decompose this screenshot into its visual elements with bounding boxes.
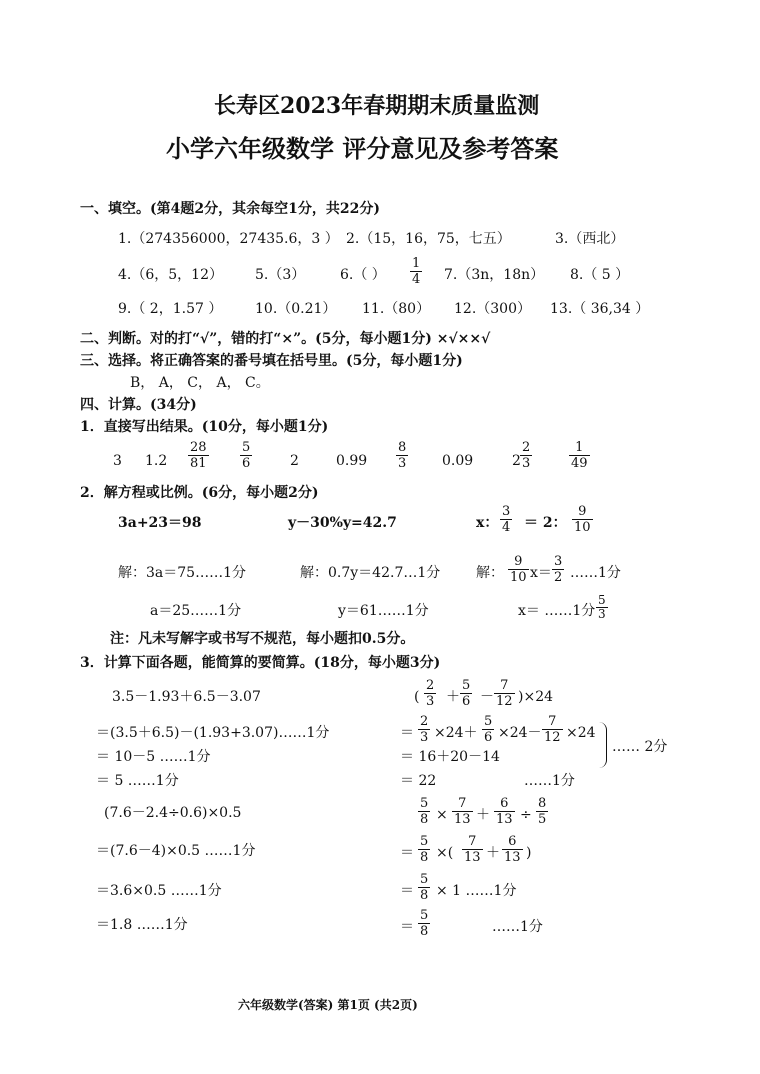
calc-4-plus: ＋ bbox=[476, 807, 490, 823]
fill-answer-8: 8.（ 5 ） bbox=[570, 267, 630, 283]
numerator: 5 bbox=[420, 834, 429, 849]
calc-3-line-2-eq: ＝ bbox=[400, 725, 414, 741]
calc-4-line-2-c: ) bbox=[526, 845, 532, 861]
numerator: 9 bbox=[572, 504, 593, 520]
oral-answer-6: 0.99 bbox=[336, 453, 368, 469]
numerator: 2 bbox=[420, 714, 429, 729]
calc-3-line-4-score: ……1分 bbox=[524, 773, 575, 789]
equation-2: y－30%y=42.7 bbox=[288, 515, 397, 531]
denominator: 4 bbox=[412, 272, 421, 287]
denominator: 81 bbox=[190, 456, 207, 471]
numerator: 5 bbox=[420, 872, 429, 887]
calc-4-fraction-4 bbox=[536, 796, 548, 827]
oral-answer-4-fraction bbox=[240, 440, 252, 471]
sec3-answers: B， A， C， A， C。 bbox=[130, 375, 270, 391]
numerator: 6 bbox=[494, 796, 515, 812]
numerator: 7 bbox=[542, 714, 563, 730]
fill-answer-13: 13.（ 36,34 ） bbox=[550, 301, 650, 317]
numerator: 9 bbox=[508, 554, 529, 570]
solution-3-step-1-a: 解： bbox=[476, 565, 504, 581]
numerator: 2 bbox=[426, 678, 435, 693]
denominator: 13 bbox=[464, 850, 481, 865]
fill-answer-1: 1.（274356000，27435.6，3 ） bbox=[118, 231, 339, 247]
calc-3-line-2-fraction-3 bbox=[542, 714, 563, 745]
calc-3-line-2-b: ×24－ bbox=[498, 725, 542, 741]
denominator: 4 bbox=[502, 520, 511, 535]
calc-3-line-2-c: ×24 bbox=[566, 725, 596, 741]
fill-answer-2: 2.（15，16，75，七五） bbox=[346, 231, 511, 247]
sec2-heading: 二、判断。对的打“√”，错的打“×”。(5分，每小题1分) ×√××√ bbox=[80, 331, 491, 347]
solution-2-step-2: y＝61……1分 bbox=[338, 603, 429, 619]
denominator: 8 bbox=[420, 924, 429, 939]
calc-3-line-2-a: ×24＋ bbox=[434, 725, 478, 741]
score-brace bbox=[596, 722, 607, 768]
calc-3-line-2-fraction-1 bbox=[418, 714, 430, 745]
calc-3-line-2-fraction-2 bbox=[482, 714, 494, 745]
calc-4-line-3-fraction bbox=[418, 872, 430, 903]
numerator: 5 bbox=[242, 440, 251, 455]
numerator: 3 bbox=[502, 504, 511, 519]
calc-2-line-4: ＝1.8 ……1分 bbox=[96, 917, 188, 933]
calc-3-line-4: ＝ 22 bbox=[400, 773, 437, 789]
calc-1-line-4: ＝ 5 ……1分 bbox=[96, 773, 179, 789]
calc-3-fraction-2 bbox=[460, 678, 472, 709]
numerator: 1 bbox=[569, 440, 590, 456]
calc-4-line-4-fraction bbox=[418, 908, 430, 939]
numerator: 5 bbox=[420, 796, 429, 811]
oral-answer-1: 3 bbox=[113, 453, 122, 469]
calc-3-line-3: ＝ 16＋20－14 bbox=[400, 749, 500, 765]
calc-2-line-2: ＝(7.6－4)×0.5 ……1分 bbox=[96, 843, 256, 859]
sec4-part1-heading: 1．直接写出结果。(10分，每小题1分) bbox=[80, 419, 329, 435]
denominator: 6 bbox=[462, 694, 471, 709]
denominator: 10 bbox=[510, 570, 527, 585]
fill-answer-4: 4.（6，5，12） bbox=[118, 267, 223, 283]
solution-3-fraction-2 bbox=[552, 554, 564, 585]
oral-answer-3-fraction bbox=[188, 440, 209, 471]
fill-answer-6: 6.（ ） bbox=[340, 267, 386, 283]
calc-1-line-2: ＝(3.5＋6.5)－(1.93+3.07)……1分 bbox=[96, 725, 330, 741]
calc-4-line-2-b: ＋ bbox=[486, 845, 500, 861]
calc-4-fraction-1 bbox=[418, 796, 430, 827]
denominator: 13 bbox=[496, 812, 513, 827]
calc-3-brace-score: …… 2分 bbox=[612, 739, 668, 755]
numerator: 6 bbox=[502, 834, 523, 850]
oral-answer-10-fraction bbox=[569, 440, 590, 471]
title-line-2: 小学六年级数学 评分意见及参考答案 bbox=[166, 134, 559, 163]
numerator: 5 bbox=[484, 714, 493, 729]
denominator: 6 bbox=[484, 730, 493, 745]
denominator: 49 bbox=[571, 456, 588, 471]
oral-answer-5: 2 bbox=[290, 453, 299, 469]
solution-1-step-2: a＝25……1分 bbox=[150, 603, 242, 619]
denominator: 3 bbox=[426, 694, 435, 709]
numerator: 28 bbox=[190, 440, 207, 455]
denominator: 13 bbox=[454, 812, 471, 827]
denominator: 2 bbox=[554, 570, 563, 585]
sec3-heading: 三、选择。将正确答案的番号填在括号里。(5分，每小题1分) bbox=[80, 353, 463, 369]
denominator: 8 bbox=[420, 888, 429, 903]
calc-4-line-4-eq: ＝ bbox=[400, 919, 414, 935]
calc-2-line-3: ＝3.6×0.5 ……1分 bbox=[96, 883, 222, 899]
denominator: 12 bbox=[544, 730, 561, 745]
numerator: 5 bbox=[462, 678, 471, 693]
equation-3-middle: ＝ 2： bbox=[524, 515, 567, 531]
calc-4-line-2-fraction-3 bbox=[502, 834, 523, 865]
calc-3-close: )×24 bbox=[518, 689, 554, 705]
fill-answer-7: 7.（3n，18n） bbox=[444, 267, 545, 283]
denominator: 5 bbox=[538, 812, 547, 827]
calc-4-line-2-fraction-1 bbox=[418, 834, 430, 865]
solution-2-step-1: 解：0.7y＝42.7…1分 bbox=[300, 565, 441, 581]
sec4-heading: 四、计算。(34分) bbox=[80, 397, 197, 413]
numerator: 7 bbox=[452, 796, 473, 812]
oral-answer-8: 0.09 bbox=[442, 453, 474, 469]
denominator: 10 bbox=[574, 520, 591, 535]
numerator: 7 bbox=[462, 834, 483, 850]
calc-3-plus: ＋ bbox=[446, 689, 460, 705]
oral-answer-9-whole: 2 bbox=[512, 453, 521, 469]
sec4-part2-heading: 2．解方程或比例。(6分，每小题2分) bbox=[80, 485, 319, 501]
solution-3-fraction-1 bbox=[508, 554, 529, 585]
calc-3-fraction-1 bbox=[424, 678, 436, 709]
oral-answer-9-fraction bbox=[520, 440, 532, 471]
title-line-1: 长寿区2023年春期期末质量监测 bbox=[214, 93, 540, 119]
sec1-heading: 一、填空。(第4题2分，其余每空1分，共22分) bbox=[80, 201, 380, 217]
denominator: 6 bbox=[242, 456, 251, 471]
numerator: 7 bbox=[494, 678, 515, 694]
numerator: 1 bbox=[412, 256, 421, 271]
calc-3-minus: － bbox=[480, 689, 494, 705]
calc-3-fraction-3 bbox=[494, 678, 515, 709]
oral-answer-7-fraction bbox=[396, 440, 408, 471]
denominator: 8 bbox=[420, 812, 429, 827]
numerator: 8 bbox=[398, 440, 407, 455]
solution-3-result-fraction bbox=[596, 594, 608, 621]
calc-4-line-2-a: ×( bbox=[436, 845, 454, 861]
calc-4-fraction-3 bbox=[494, 796, 515, 827]
numerator: 8 bbox=[538, 796, 547, 811]
denominator: 3 bbox=[398, 456, 407, 471]
fill-answer-12: 12.（300） bbox=[454, 301, 531, 317]
oral-answer-2: 1.2 bbox=[145, 453, 168, 469]
solution-3-step-1-score: ……1分 bbox=[570, 565, 621, 581]
denominator: 12 bbox=[496, 694, 513, 709]
sec4-part3-heading: 3．计算下面各题，能简算的要简算。(18分，每小题3分) bbox=[80, 655, 441, 671]
denominator: 8 bbox=[420, 850, 429, 865]
calc-4-line-4-score: ……1分 bbox=[492, 919, 543, 935]
page-footer: 六年级数学(答案) 第1页 (共2页) bbox=[238, 998, 418, 1012]
fill-answer-3: 3.（西北） bbox=[555, 231, 625, 247]
numerator: 5 bbox=[420, 908, 429, 923]
calc-3-open: ( bbox=[414, 689, 420, 705]
denominator: 3 bbox=[420, 730, 429, 745]
equation-1: 3a+23＝98 bbox=[118, 515, 202, 531]
calc-4-divide: ÷ bbox=[520, 807, 532, 823]
numerator: 3 bbox=[554, 554, 563, 569]
calc-4-line-2-fraction-2 bbox=[462, 834, 483, 865]
solution-1-step-1: 解：3a＝75……1分 bbox=[118, 565, 246, 581]
fill-answer-9: 9.（ 2，1.57 ） bbox=[118, 301, 223, 317]
calc-4-fraction-2 bbox=[452, 796, 473, 827]
calc-1-line-3: ＝ 10－5 ……1分 bbox=[96, 749, 211, 765]
fill-answer-10: 10.（0.21） bbox=[255, 301, 337, 317]
calc-4-line-3-rest: × 1 ……1分 bbox=[436, 883, 517, 899]
fill-answer-5: 5.（3） bbox=[255, 267, 306, 283]
fill-answer-6-fraction bbox=[410, 256, 422, 287]
equation-3-fraction-1 bbox=[500, 504, 512, 535]
equation-3-left: x： bbox=[476, 515, 499, 531]
calc-4-line-3-eq: ＝ bbox=[400, 883, 414, 899]
solution-3-step-2: x＝ ……1分 bbox=[518, 603, 596, 619]
calc-4-line-2-eq: ＝ bbox=[400, 845, 414, 861]
grading-note: 注：凡未写解字或书写不规范，每小题扣0.5分。 bbox=[110, 631, 415, 647]
denominator: 3 bbox=[598, 607, 606, 621]
calc-4-times: × bbox=[436, 807, 448, 823]
numerator: 2 bbox=[522, 440, 531, 455]
calc-1-line-1: 3.5－1.93＋6.5－3.07 bbox=[112, 689, 261, 705]
solution-3-step-1-b: x＝ bbox=[530, 565, 552, 581]
equation-3-fraction-2 bbox=[572, 504, 593, 535]
fill-answer-11: 11.（80） bbox=[362, 301, 431, 317]
denominator: 3 bbox=[522, 456, 531, 471]
denominator: 13 bbox=[504, 850, 521, 865]
calc-2-line-1: (7.6－2.4÷0.6)×0.5 bbox=[104, 805, 242, 821]
numerator: 5 bbox=[598, 593, 606, 607]
